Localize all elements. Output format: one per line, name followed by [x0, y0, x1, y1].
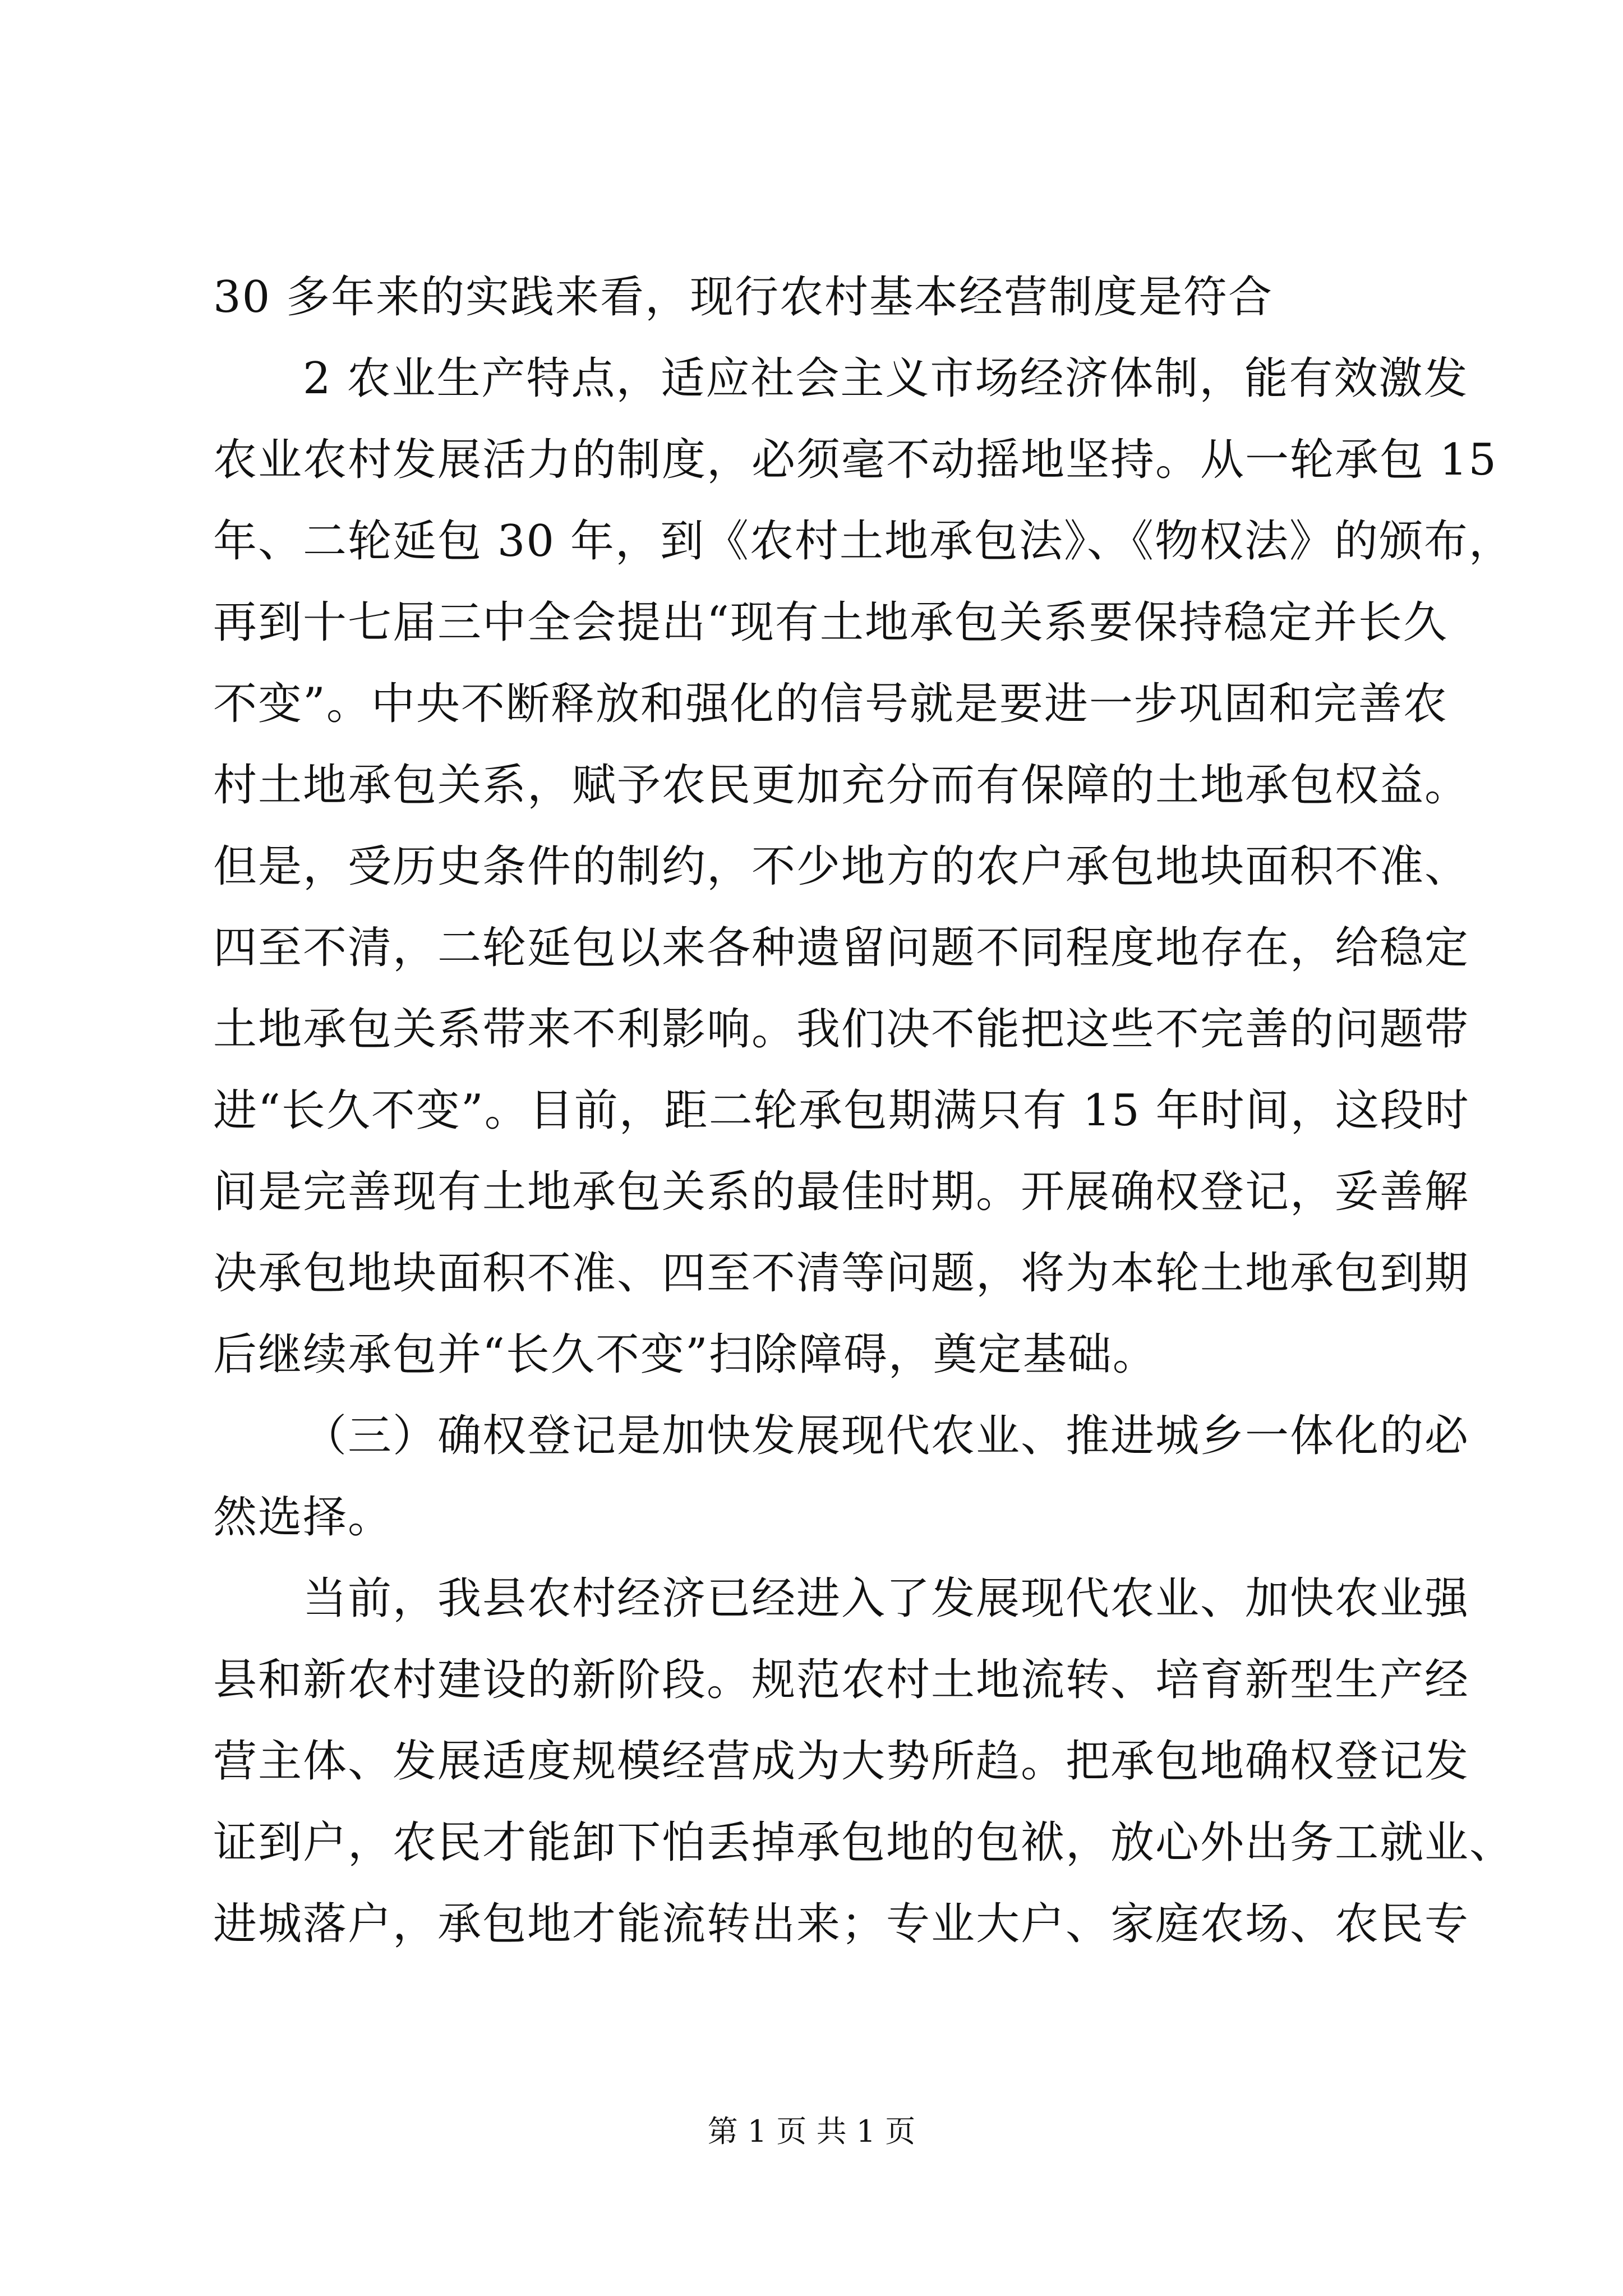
text-line: 不变”。中央不断释放和强化的信号就是要进一步巩固和完善农 — [213, 679, 1448, 729]
section-heading-line: 然选择。 — [213, 1492, 393, 1543]
text-line: 营主体、发展适度规模经营成为大势所趋。把承包地确权登记发 — [213, 1736, 1470, 1787]
text-line: 县和新农村建设的新阶段。规范农村土地流转、培育新型生产经 — [213, 1655, 1470, 1705]
text-line: 30 多年来的实践来看，现行农村基本经营制度是符合 — [213, 272, 1274, 323]
text-line: 进“长久不变”。目前，距二轮承包期满只有 15 年时间，这段时 — [213, 1085, 1470, 1136]
text-line: 四至不清，二轮延包以来各种遗留问题不同程度地存在，给稳定 — [213, 923, 1470, 973]
page-number-footer: 第 1 页 共 1 页 — [707, 2114, 916, 2149]
text-line: 证到户，农民才能卸下怕丢掉承包地的包袱，放心外出务工就业、 — [213, 1818, 1515, 1868]
text-line: 当前，我县农村经济已经进入了发展现代农业、加快农业强 — [303, 1573, 1470, 1624]
text-line: 决承包地块面积不准、四至不清等问题，将为本轮土地承包到期 — [213, 1248, 1470, 1299]
text-line: 但是，受历史条件的制约，不少地方的农户承包地块面积不准、 — [213, 841, 1470, 892]
text-line: 村土地承包关系，赋予农民更加充分而有保障的土地承包权益。 — [213, 760, 1470, 811]
text-line: 2 农业生产特点，适应社会主义市场经济体制，能有效激发 — [303, 353, 1469, 404]
text-line: 年、二轮延包 30 年，到《农村土地承包法》、《物权法》的颁布， — [213, 516, 1514, 567]
text-line: 进城落户，承包地才能流转出来；专业大户、家庭农场、农民专 — [213, 1899, 1470, 1949]
text-line: 间是完善现有土地承包关系的最佳时期。开展确权登记，妥善解 — [213, 1167, 1470, 1217]
text-line: 农业农村发展活力的制度，必须毫不动摇地坚持。从一轮承包 15 — [213, 435, 1498, 485]
text-line: 后继续承包并“长久不变”扫除障碍，奠定基础。 — [213, 1329, 1158, 1380]
text-line: 土地承包关系带来不利影响。我们决不能把这些不完善的问题带 — [213, 1004, 1470, 1055]
section-heading-line: （三）确权登记是加快发展现代农业、推进城乡一体化的必 — [303, 1411, 1470, 1461]
text-line: 再到十七届三中全会提出“现有土地承包关系要保持稳定并长久 — [213, 597, 1448, 648]
